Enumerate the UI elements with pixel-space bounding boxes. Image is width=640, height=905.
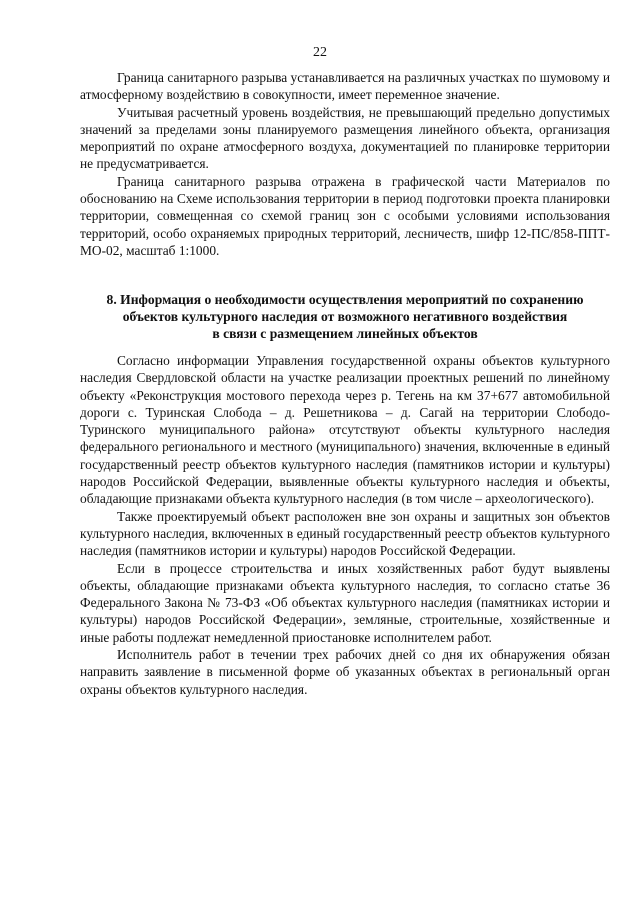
paragraph-graphic-part-reference: Граница санитарного разрыва отражена в графической части Материалов по обоснованию на Схеме использования территории в период подготовки проекта планировки территории, совмещенная со схемой границ зон с особыми условиями использования территорий, особо охраняемых природных территорий, лесничеств, шифр 12-ПС/858-ППТ-МО-02, масштаб 1:1000. — [80, 173, 610, 258]
intro-text-block — [80, 69, 610, 259]
paragraph-protection-zones: Также проектируемый объект расположен вне зон охраны и защитных зон объектов культурного наследия, включенных в единый государственный реестр объектов культурного наследия (памятников истории и культуры) народов Российской Федерации. — [80, 508, 610, 559]
paragraph-contractor-obligation: Исполнитель работ в течении трех рабочих дней со дня их обнаружения обязан направить заявление в письменной форме об указанных объектах в региональный орган охраны объектов культурного наследия. — [80, 647, 610, 697]
section-heading-line-2: объектов культурного наследия от возможного негативного воздействия — [122, 309, 568, 324]
page-number: 22 — [313, 45, 327, 60]
paragraph-cultural-heritage-info: Согласно информации Управления государственной охраны объектов культурного наследия Свердловской области на участке реализации проектных решений по линейному объекту «Реконструкция мостового перехода через р. Тегень на км 37+677 автомобильной дороги с. Туринская Слобода – д. Решетникова – д. Сагай на территории Слободо-Туринского муниципального района» отсутствуют объекты культурного наследия федерального регионального и местного (муниципального) значения, включенные в единый государственный реестр объектов культурного наследия (памятников истории и культуры) народов Российской Федерации, выявленные объекты культурного наследия и объекты, обладающие признаками объекта культурного наследия (в том числе – археологического). — [80, 353, 610, 507]
section-heading-line-3: в связи с размещением линейных объектов — [212, 326, 478, 341]
paragraph-work-suspension: Если в процессе строительства и иных хозяйственных работ будут выявлены объекты, обладающие признаками объекта культурного наследия, то согласно статье 36 Федерального Закона № 73-ФЗ «Об объектах культурного наследия (памятниках истории и культуры) народов Российской Федерации», земляные, строительные, хозяйственные и иные работы подлежат немедленной приостановке исполнителем работ. — [80, 560, 610, 645]
paragraph-air-protection: Учитывая расчетный уровень воздействия, не превышающий предельно допустимых значений за пределами зоны планируемого размещения линейного объекта, организация мероприятий по охране атмосферного воздуха, документацией по планировке территории не предусматривается. — [80, 104, 610, 172]
section-heading — [80, 291, 610, 342]
paragraph-sanitary-gap-boundary: Граница санитарного разрыва устанавливается на различных участках по шумовому и атмосферному воздействию в совокупности, имеет переменное значение. — [80, 70, 610, 103]
section-text-block — [80, 352, 610, 698]
section-heading-line-1: 8. Информация о необходимости осуществления мероприятий по сохранению — [106, 292, 584, 307]
